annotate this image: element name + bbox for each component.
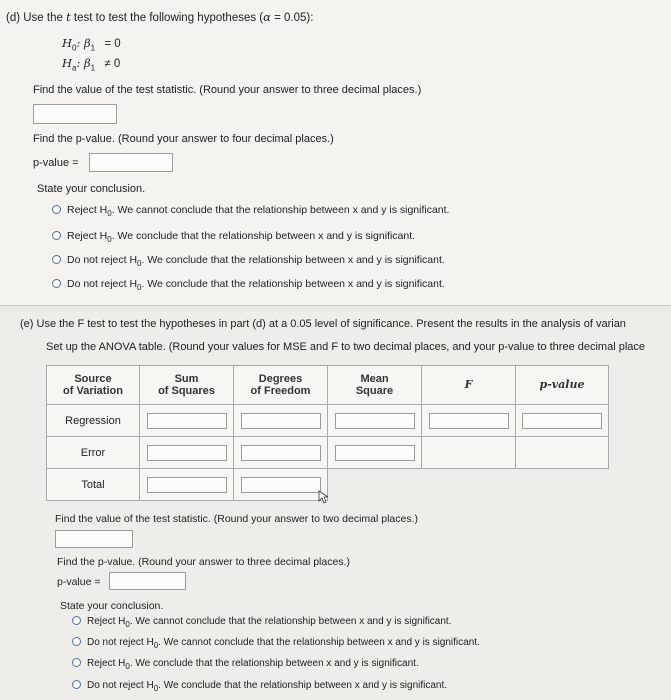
f-conclusion-option-2[interactable]: Do not reject $H_0$. We cannot conclude that the relationship between x and y is significant. [72,637,480,650]
header-f: F [422,366,516,405]
header-source: Source of Variation [47,366,140,405]
part-e-heading: (e) Use the F test to test the hypotheses in part (d) at a 0.05 level of significance. Present the results in the analysis of varian [20,318,626,330]
conclusion-prompt: State your conclusion. [37,183,146,195]
test-statistic-prompt: Find the value of the test statistic. (Round your answer to three decimal places.) [33,84,422,96]
p-value-input[interactable] [89,153,173,172]
t-statistic-input[interactable] [33,104,117,124]
header-degrees-of-freedom: Degrees of Freedom [234,366,328,405]
f-conclusion-prompt: State your conclusion. [60,600,164,612]
null-hypothesis: $H_0$: $\beta_1 = 0$ [62,36,121,53]
row-label: Regression [47,405,140,437]
f-conclusion-option-1[interactable]: Reject $H_0$. We cannot conclude that the relationship between x and y is significant. [72,616,452,629]
radio-button[interactable] [72,658,81,667]
error-ss-input[interactable] [147,445,227,461]
error-df-input[interactable] [241,445,321,461]
anova-header-row [47,366,609,405]
conclusion-option-2[interactable]: Reject $H_0$. We conclude that the relationship between x and y is significant. [52,230,415,244]
row-label: Error [47,437,140,469]
radio-button[interactable] [52,279,61,288]
f-p-value-prompt: Find the p-value. (Round your answer to three decimal places.) [57,556,350,568]
f-p-value-input[interactable] [109,572,186,590]
total-ss-input[interactable] [147,477,227,493]
radio-button[interactable] [72,680,81,689]
radio-button[interactable] [52,255,61,264]
p-value-label: p-value = [33,157,79,169]
radio-button[interactable] [72,616,81,625]
regression-ss-input[interactable] [147,413,227,429]
p-value-prompt: Find the p-value. (Round your answer to four decimal places.) [33,133,334,145]
f-conclusion-option-3[interactable]: Reject $H_0$. We conclude that the relationship between x and y is significant. [72,658,419,671]
anova-row-regression [47,405,609,437]
f-input[interactable] [429,413,509,429]
f-statistic-prompt: Find the value of the test statistic. (Round your answer to two decimal places.) [55,513,419,525]
error-ms-input[interactable] [335,445,415,461]
p-value-table-input[interactable] [522,413,602,429]
anova-setup-prompt: Set up the ANOVA table. (Round your values for MSE and F to two decimal places, and your p-value to three decimal place [46,341,646,353]
row-label: Total [47,469,140,501]
f-conclusion-option-4[interactable]: Do not reject $H_0$. We conclude that the relationship between x and y is significant. [72,680,447,693]
radio-button[interactable] [52,205,61,214]
total-df-input[interactable] [241,477,321,493]
anova-table [46,365,609,501]
part-d-heading: (d) Use the t test to test the following hypotheses (α = 0.05): [6,10,314,24]
anova-row-error [47,437,609,469]
conclusion-option-1[interactable]: Reject $H_0$. We cannot conclude that the relationship between x and y is significant. [52,204,449,218]
f-p-value-label: p-value = [57,576,101,588]
regression-ms-input[interactable] [335,413,415,429]
header-mean-square: Mean Square [328,366,422,405]
header-sum-of-squares: Sum of Squares [140,366,234,405]
conclusion-option-3[interactable]: Do not reject $H_0$. We conclude that the relationship between x and y is significant. [52,254,445,268]
mouse-cursor-icon [318,490,328,504]
alternative-hypothesis: $H_a$: $\beta_1 \ne 0$ [62,56,121,73]
f-statistic-input[interactable] [55,530,133,548]
conclusion-option-4[interactable]: Do not reject $H_0$. We conclude that the relationship between x and y is significant. [52,278,445,292]
radio-button[interactable] [72,637,81,646]
radio-button[interactable] [52,231,61,240]
regression-df-input[interactable] [241,413,321,429]
header-p-value: p-value [516,366,609,405]
